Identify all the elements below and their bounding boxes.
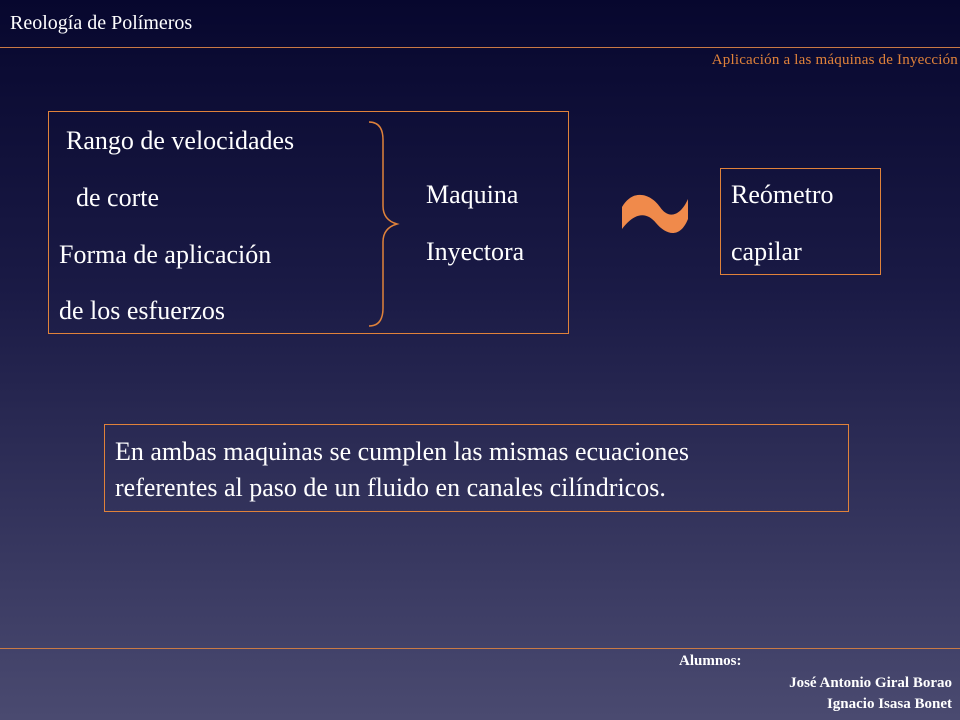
rheometer-line-2: capilar <box>731 237 802 266</box>
parameter-line-2: de corte <box>76 183 160 212</box>
footer-divider <box>0 648 960 649</box>
approx-tilde-icon <box>616 185 694 243</box>
curly-brace-icon <box>361 120 401 328</box>
footer-author-2: Ignacio Isasa Bonet <box>826 696 952 712</box>
footer-author-1: José Antonio Giral Borao <box>789 675 952 691</box>
statement-line-2: referentes al paso de un fluido en canales cilíndricos. <box>115 473 666 502</box>
footer-label: Alumnos: <box>679 653 742 669</box>
parameter-line-4: de los esfuerzos <box>59 296 226 325</box>
machine-parameters-box <box>48 111 569 334</box>
parameter-line-1: Rango de velocidades <box>66 126 295 155</box>
rheometer-line-1: Reómetro <box>731 180 834 209</box>
rheometer-box <box>720 168 881 275</box>
header-divider <box>0 47 960 48</box>
machine-label-line-2: Inyectora <box>426 237 525 266</box>
statement-box <box>104 424 849 512</box>
slide-subtitle: Aplicación a las máquinas de Inyección <box>711 52 958 68</box>
slide-header-title: Reología de Polímeros <box>10 12 193 34</box>
statement-line-1: En ambas maquinas se cumplen las mismas ecuaciones <box>115 437 690 466</box>
parameter-line-3: Forma de aplicación <box>59 240 272 269</box>
machine-label-line-1: Maquina <box>426 180 519 209</box>
